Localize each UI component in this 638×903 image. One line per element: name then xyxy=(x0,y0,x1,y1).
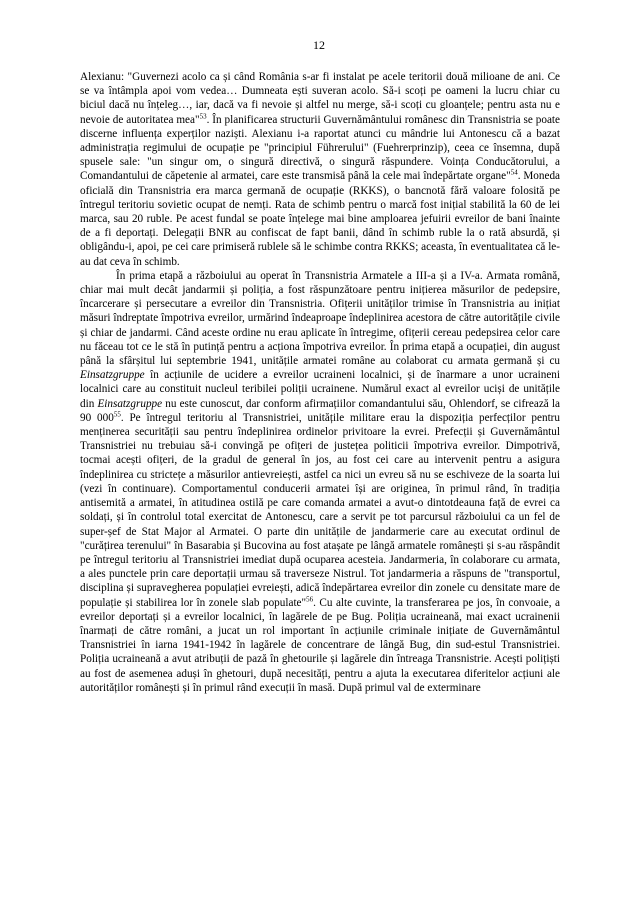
p1-sentence-3: . Moneda oficială din Transnistria era marca germană de ocupație (RKKS), o bancnotă fără valoare folosită pe întregul teritoriu sovietic ocupat de nemți. Rata de schimb pentru o marcă fost inițial stabilită la 60 de lei marca, sau 20 ruble. Pe acest fundal se poate înțelege mai bine amploarea jefuirii evreilor de bani înainte de a fi deportați. Delegații BNR au confiscat de fapt banii, dând în schimb ruble la o rată absurdă, și obligându-i, apoi, pe cei care primiseră rublele să le schimbe contra RKKS; aceasta, în eventualitatea că le-au dat ceva în schimb. xyxy=(80,170,561,268)
footnote-ref-55[interactable]: 55 xyxy=(113,410,121,419)
body-text xyxy=(80,70,560,695)
einsatzgruppe-term-1: Einsatzgruppe xyxy=(80,369,145,382)
paragraph-2 xyxy=(80,269,560,695)
p1-sentence-1: Alexianu: "Guvernezi acolo ca și când România s-ar fi instalat pe acele teritorii două milioane de ani. Ce se va întâmpla apoi vom vedea… Dumneata ești suveran acolo. Să-i scoți pe oameni la lucru chiar cu biciul dacă nu înțeleg…, iar, dacă va fi nevoie și altfel nu merge, să-i scoți cu gloanțele; pentru asta nu e nevoie de autoritatea mea" xyxy=(80,71,560,126)
p2-part-5: . Cu alte cuvinte, la transferarea pe jos, în convoaie, a evreilor deportați și a evreilor localnici, în lagărele de pe Bug. Poliția ucraineană, mai exact ucrainenii înarmați de către români, a jucat un rol important în acțiunile criminale inițiate de Guvernământul Transnistriei în iarna 1941-1942 în lagărele de concentrare de lângă Bug, din sud-estul Transnistriei. Poliția ucraineană a avut atribuții de pază în ghetourile și lagărele din întreaga Transnistrie. Acești polițiști au fost de asemenea aduși în ghetouri, după necesități, pentru a ajuta la executarea diferitelor acțiuni ale autorităților românești și în primul rând execuții în masă. După primul val de exterminare xyxy=(80,596,561,694)
footnote-ref-53[interactable]: 53 xyxy=(199,111,207,120)
page-number: 12 xyxy=(313,38,325,52)
p2-part-3: nu este cunoscut, dar conform afirmațiilor comandantului său, Ohlendorf, se cifrează la 90 000 xyxy=(80,397,560,424)
p2-part-1: În prima etapă a războiului au operat în Transnistria Armatele a III-a și a IV-a. Armata română, chiar mai mult decât jandarmii și poliția, a fost răspunzătoare pentru inițierea măsurilor de pedepsire, încarcerare și persecutare a evreilor din Transnistria. Ofițerii unităților trimise în Transnistria au inițiat măsuri îndreptate împotriva evreilor, urmărind îndeaproape îndeplinirea acestora de către autoritățile civile și chiar de jandarmi. Când aceste ordine nu erau aplicate în întregime, ofițerii cereau pedepsirea celor care nu făceau tot ce le stă în putință pentru a acționa împotriva evreilor. În prima etapă a ocupației, din august până la sfârșitul lui septembrie 1941, unitățile armatei române au colaborat cu armata germană și cu xyxy=(80,269,560,368)
footnote-ref-54[interactable]: 54 xyxy=(510,168,518,177)
p2-part-2: în acțiunile de ucidere a evreilor ucraineni localnici, și de înarmare a unor ucraineni localnici care au constituit nucleul teribilei poliții ucrainene. Numărul exact al evreilor uciși de unitățile din xyxy=(80,369,560,410)
einsatzgruppe-term-2: Einsatzgruppe xyxy=(97,397,163,410)
p1-sentence-2: . În planificarea structurii Guvernământului românesc din Transnistria se poate discerne influența experților naziști. Alexianu i-a raportat atunci cu mândrie lui Antonescu că a bazat administrația regimului de ocupație pe "principiul Führerului" (Fuehrerprinzip), ceea ce însemna, după spusele sale: "un singur om, o singură directivă, o singură răspundere. Voința Conducătorului, a Comandantului de căpetenie al armatei, care este transmisă până la cele mai îndepărtate organe" xyxy=(80,113,560,183)
footnote-ref-56[interactable]: 56 xyxy=(306,594,314,603)
paragraph-1 xyxy=(80,70,560,269)
p2-part-4: . Pe întregul teritoriu al Transnistriei, unitățile militare erau la dispoziția perfecților pentru menținerea securității sau pentru îndeplinirea ordinelor privitoare la evrei. Prefecții și Guvernământul Transnistriei nu trebuiau să-i convingă pe ofițeri de justețea politicii împotriva evreilor. Dimpotrivă, tocmai acești ofițeri, de la gradul de general în jos, au fost cei care au intervenit pentru a asigura îndeplinirea cu strictețe a măsurilor antievreiești, astfel ca nici un evreu să nu se eschiveze de la soarta lui (vezi în continuare). Comportamentul conducerii armatei își are originea, în primul rând, în tradiția antisemită a armatei, în atitudinea ostilă pe care comanda armatei a avut-o dintotdeauna față de evrei ca soldați, și în controlul total exercitat de Antonescu, care a servit pe tot parcursul războiului ca un fel de super-șef de Stat Major al Armatei. O parte din unitățile de jandarmerie care au executat ordinul de "curățirea terenului" în Basarabia și Bucovina au fost atașate pe lângă armatele românești și s-au răspândit pe întregul teritoriu al Transnistriei imediat după ocuparea acesteia. Jandarmeria, în colaborare cu armata, a ales punctele prin care deportații urmau să traverseze Nistrul. Tot jandarmeria a răspuns de "transportul, disciplina și supravegherea populației evreiești, adică îndepărtarea evreilor din zonele cu densitate mare de populație și stabilirea lor în zonele slab populate" xyxy=(80,411,561,609)
